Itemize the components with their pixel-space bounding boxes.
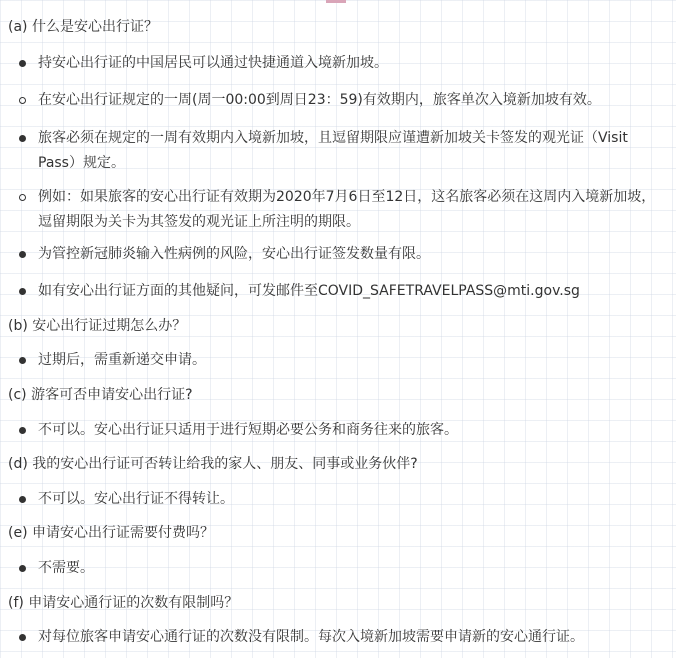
list-item bbox=[38, 280, 668, 302]
disc-bullet-icon bbox=[19, 427, 26, 434]
disc-bullet-icon bbox=[19, 135, 26, 142]
top-accent-bar bbox=[326, 0, 346, 3]
disc-bullet-icon bbox=[19, 357, 26, 364]
disc-bullet-icon bbox=[19, 565, 26, 572]
list-item bbox=[38, 349, 668, 371]
list-item-text: 为管控新冠肺炎输入性病例的风险，安心出行证签发数量有限。 bbox=[38, 246, 430, 262]
list-item-text: 在安心出行证规定的一周(周一00:00到周日23：59)有效期内，旅客单次入境新加坡有效。 bbox=[38, 92, 601, 108]
list-item-text[interactable]: 如有安心出行证方面的其他疑问，可发邮件至COVID_SAFETRAVELPASS@mti.gov.sg bbox=[38, 283, 580, 299]
list-item-text: 对每位旅客申请安心通行证的次数没有限制。每次入境新加坡需要申请新的安心通行证。 bbox=[38, 629, 584, 645]
circle-bullet-icon bbox=[19, 194, 26, 201]
list-item-text: 不可以。安心出行证只适用于进行短期必要公务和商务往来的旅客。 bbox=[38, 422, 458, 438]
question-a: (a) 什么是安心出行证？ bbox=[8, 19, 158, 35]
list-item bbox=[38, 52, 668, 74]
list-item bbox=[38, 488, 668, 510]
question-f: (f) 申请安心通行证的次数有限制吗？ bbox=[8, 595, 239, 611]
list-item-text: 旅客必须在规定的一周有效期内入境新加坡，且逗留期限应谨遭新加坡关卡签发的观光证（Visit Pass）规定。 bbox=[38, 130, 628, 171]
question-d: (d) 我的安心出行证可否转让给我的家人、朋友、同事或业务伙伴? bbox=[8, 456, 418, 472]
list-item-text: 不需要。 bbox=[38, 560, 94, 576]
question-b: (b) 安心出行证过期怎么办？ bbox=[8, 318, 187, 334]
list-item bbox=[38, 626, 668, 648]
disc-bullet-icon bbox=[19, 288, 26, 295]
list-item-text: 持安心出行证的中国居民可以通过快捷通道入境新加坡。 bbox=[38, 55, 388, 71]
list-item bbox=[38, 419, 668, 441]
list-item bbox=[38, 126, 668, 176]
list-item-text: 过期后，需重新递交申请。 bbox=[38, 352, 206, 368]
list-item-text: 例如：如果旅客的安心出行证有效期为2020年7月6日至12日，这名旅客必须在这周内入境新加坡，逗留期限为关卡为其签发的观光证上所注明的期限。 bbox=[38, 189, 656, 230]
question-e: (e) 申请安心出行证需要付费吗？ bbox=[8, 525, 214, 541]
disc-bullet-icon bbox=[19, 634, 26, 641]
list-item bbox=[38, 557, 668, 579]
list-item bbox=[38, 243, 668, 265]
disc-bullet-icon bbox=[19, 496, 26, 503]
list-item bbox=[38, 185, 668, 235]
list-item-text: 不可以。安心出行证不得转让。 bbox=[38, 491, 234, 507]
disc-bullet-icon bbox=[19, 251, 26, 258]
question-c: (c) 游客可否申请安心出行证? bbox=[8, 387, 193, 403]
disc-bullet-icon bbox=[19, 60, 26, 67]
list-item bbox=[38, 89, 668, 111]
circle-bullet-icon bbox=[19, 97, 26, 104]
